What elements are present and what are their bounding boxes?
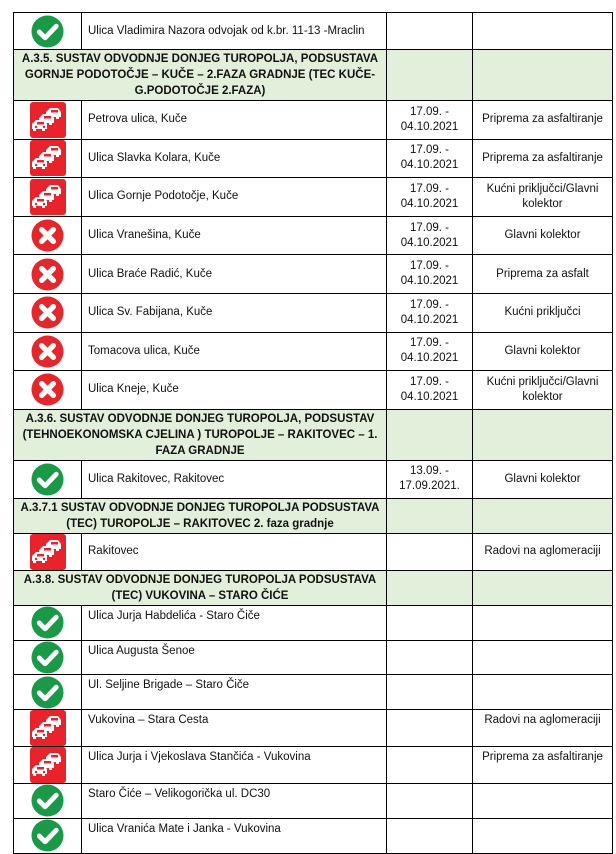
check-icon xyxy=(31,641,64,674)
table-row xyxy=(14,139,613,178)
date-to: 04.10.2021 xyxy=(400,236,459,249)
date-range xyxy=(387,460,473,498)
table-row xyxy=(14,216,613,255)
table-row xyxy=(14,605,613,640)
work-description: Glavni kolektor xyxy=(473,460,613,498)
work-description: Kućni priključci/Glavni kolektor xyxy=(473,178,613,217)
closed-icon xyxy=(31,219,64,252)
status-cell xyxy=(14,255,82,294)
date-range xyxy=(387,13,473,50)
street-name: Ul. Seljine Brigade – Staro Čiče xyxy=(82,675,387,710)
street-name: Rakitovec xyxy=(82,533,387,570)
street-name: Staro Čiće – Velikogorička ul. DC30 xyxy=(82,784,387,819)
works-table xyxy=(13,12,613,854)
street-name: Ulica Sv. Fabijana, Kuče xyxy=(82,293,387,332)
date-to: 04.10.2021 xyxy=(400,275,459,288)
date-from: 17.09. - xyxy=(410,375,449,388)
section-desc-cell xyxy=(473,570,613,605)
date-from: 17.09. - xyxy=(410,144,449,157)
date-range xyxy=(387,533,473,570)
status-cell xyxy=(14,640,82,675)
date-from: 17.09. - xyxy=(410,182,449,195)
section-header-row xyxy=(14,50,613,101)
date-from: 17.09. - xyxy=(410,260,449,273)
street-name: Petrova ulica, Kuče xyxy=(82,101,387,140)
closed-icon xyxy=(31,296,64,329)
street-name: Ulica Rakitovec, Rakitovec xyxy=(82,460,387,498)
traffic-jam-icon xyxy=(30,179,66,215)
check-icon xyxy=(31,463,64,496)
work-description: Priprema za asfaltiranje xyxy=(473,139,613,178)
check-icon xyxy=(31,784,64,817)
traffic-jam-icon xyxy=(30,102,66,138)
status-cell xyxy=(14,178,82,217)
traffic-jam-icon xyxy=(30,534,66,570)
work-description xyxy=(473,818,613,853)
table-row xyxy=(14,255,613,294)
street-name: Vukovina – Stara Cesta xyxy=(82,710,387,747)
date-range xyxy=(387,371,473,410)
status-cell xyxy=(14,818,82,853)
date-range xyxy=(387,216,473,255)
table-row xyxy=(14,640,613,675)
status-cell xyxy=(14,216,82,255)
date-to: 04.10.2021 xyxy=(400,159,459,172)
section-date-cell xyxy=(387,570,473,605)
street-name: Ulica Vranešina, Kuče xyxy=(82,216,387,255)
date-range xyxy=(387,784,473,819)
date-range xyxy=(387,101,473,140)
date-from: 13.09. - xyxy=(410,465,449,478)
work-description: Glavni kolektor xyxy=(473,216,613,255)
date-to: 04.10.2021 xyxy=(400,197,459,210)
check-icon xyxy=(31,606,64,639)
street-name: Tomacova ulica, Kuče xyxy=(82,332,387,371)
section-title: A.3.7.1 SUSTAV ODVODNJE DONJEG TUROPOLJA PODSUSTAVA (TEC) TUROPOLJE – RAKITOVEC 2. faza gradnje xyxy=(14,498,387,533)
work-description: Kućni priključci/Glavni kolektor xyxy=(473,371,613,410)
date-range xyxy=(387,640,473,675)
section-header-row xyxy=(14,498,613,533)
date-range xyxy=(387,178,473,217)
table-row xyxy=(14,332,613,371)
status-cell xyxy=(14,460,82,498)
status-cell xyxy=(14,605,82,640)
work-description: Priprema za asfalt xyxy=(473,255,613,294)
section-date-cell xyxy=(387,409,473,460)
street-name: Ulica Augusta Šenoe xyxy=(82,640,387,675)
section-header-row xyxy=(14,409,613,460)
section-title: A.3.5. SUSTAV ODVODNJE DONJEG TUROPOLJA, PODSUSTAVA GORNJE PODOTOČJE – KUČE – 2.FAZA GRADNJE (TEC KUČE-G.PODOTOČJE 2.FAZA) xyxy=(14,50,387,101)
work-description: Priprema za asfaltiranje xyxy=(473,101,613,140)
traffic-jam-icon xyxy=(30,710,66,746)
status-cell xyxy=(14,101,82,140)
work-description xyxy=(473,605,613,640)
section-desc-cell xyxy=(473,50,613,101)
status-cell xyxy=(14,332,82,371)
street-name: Ulica Jurja Habdelića - Staro Čiče xyxy=(82,605,387,640)
date-to: 04.10.2021 xyxy=(400,313,459,326)
street-name: Ulica Gornje Podotočje, Kuče xyxy=(82,178,387,217)
date-range xyxy=(387,710,473,747)
status-cell xyxy=(14,371,82,410)
date-range xyxy=(387,675,473,710)
section-title: A.3.8. SUSTAV ODVODNJE DONJEG TUROPOLJA PODSUSTAVA (TEC) VUKOVINA – STARO ČIĆE xyxy=(14,570,387,605)
date-range xyxy=(387,605,473,640)
street-name: Ulica Kneje, Kuče xyxy=(82,371,387,410)
section-title: A.3.6. SUSTAV ODVODNJE DONJEG TUROPOLJA, PODSUSTAV (TEHNOEKONOMSKA CJELINA ) TUROPOLJE – RAKITOVEC – 1. FAZA GRADNJE xyxy=(14,409,387,460)
date-to: 04.10.2021 xyxy=(400,390,459,403)
work-description xyxy=(473,640,613,675)
work-description xyxy=(473,675,613,710)
status-cell xyxy=(14,710,82,747)
work-description: Kućni priključci xyxy=(473,293,613,332)
date-to: 04.10.2021 xyxy=(400,120,459,133)
date-range xyxy=(387,332,473,371)
table-row xyxy=(14,293,613,332)
work-description: Radovi na aglomeraciji xyxy=(473,710,613,747)
table-row xyxy=(14,675,613,710)
section-header-row xyxy=(14,570,613,605)
street-name: Ulica Jurja i Vjekoslava Stančića - Vukovina xyxy=(82,747,387,784)
closed-icon xyxy=(31,335,64,368)
work-description xyxy=(473,784,613,819)
section-date-cell xyxy=(387,50,473,101)
date-from: 17.09. - xyxy=(410,105,449,118)
table-row xyxy=(14,784,613,819)
table-row xyxy=(14,101,613,140)
date-range xyxy=(387,139,473,178)
status-cell xyxy=(14,293,82,332)
date-range xyxy=(387,747,473,784)
date-range xyxy=(387,255,473,294)
closed-icon xyxy=(31,373,64,406)
status-cell xyxy=(14,533,82,570)
work-description: Glavni kolektor xyxy=(473,332,613,371)
table-row xyxy=(14,818,613,853)
traffic-jam-icon xyxy=(30,140,66,176)
date-to: 04.10.2021 xyxy=(400,352,459,365)
work-description: Radovi na aglomeraciji xyxy=(473,533,613,570)
date-range xyxy=(387,293,473,332)
check-icon xyxy=(31,819,64,852)
date-to: 17.09.2021. xyxy=(399,480,460,493)
date-from: 17.09. - xyxy=(410,221,449,234)
table-row xyxy=(14,747,613,784)
street-name: Ulica Slavka Kolara, Kuče xyxy=(82,139,387,178)
street-name: Ulica Vranića Mate i Janka - Vukovina xyxy=(82,818,387,853)
date-from: 17.09. - xyxy=(410,337,449,350)
work-description: Priprema za asfaltiranje xyxy=(473,747,613,784)
table-row xyxy=(14,178,613,217)
status-cell xyxy=(14,747,82,784)
closed-icon xyxy=(31,258,64,291)
status-cell xyxy=(14,139,82,178)
table-row xyxy=(14,533,613,570)
table-row xyxy=(14,710,613,747)
street-name: Ulica Braće Radić, Kuče xyxy=(82,255,387,294)
section-date-cell xyxy=(387,498,473,533)
check-icon xyxy=(31,15,64,48)
street-name: Ulica Vladimira Nazora odvojak od k.br. 11-13 -Mraclin xyxy=(82,13,387,50)
date-range xyxy=(387,818,473,853)
check-icon xyxy=(31,676,64,709)
date-from: 17.09. - xyxy=(410,298,449,311)
section-desc-cell xyxy=(473,498,613,533)
traffic-jam-icon xyxy=(30,747,66,783)
status-cell xyxy=(14,784,82,819)
status-cell xyxy=(14,675,82,710)
status-cell xyxy=(14,13,82,50)
work-description xyxy=(473,13,613,50)
table-row xyxy=(14,460,613,498)
section-desc-cell xyxy=(473,409,613,460)
table-row xyxy=(14,371,613,410)
table-row xyxy=(14,13,613,50)
